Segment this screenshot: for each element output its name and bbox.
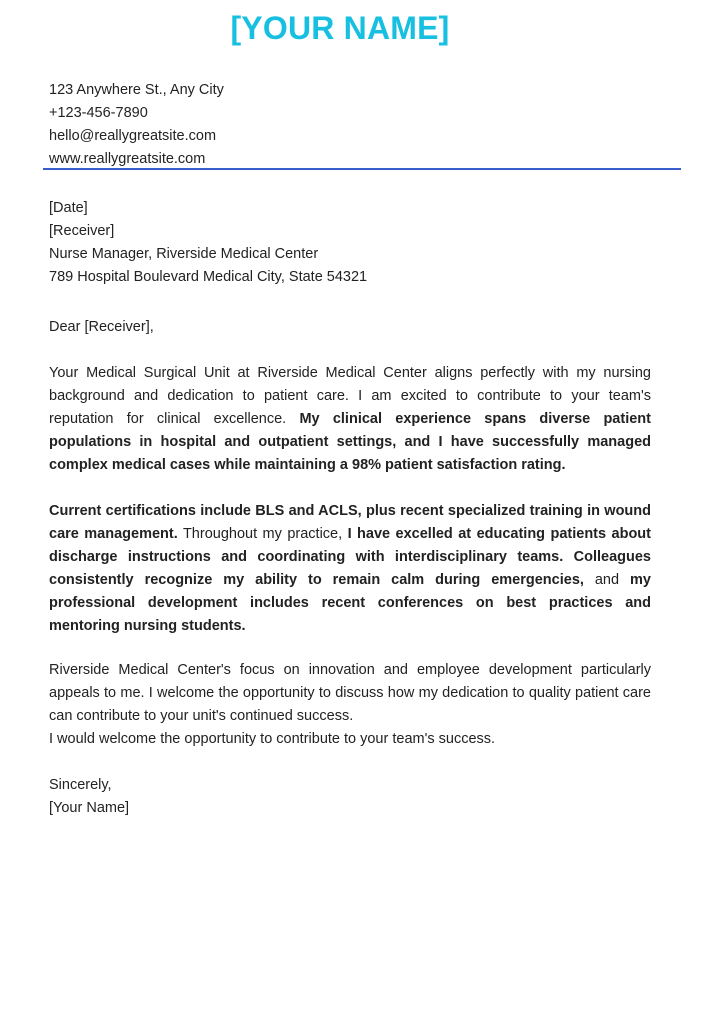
body-paragraph-3: [49, 659, 651, 751]
p3-text: Riverside Medical Center's focus on innovation and employee development particularly appeals to me. I welcome the opportunity to discuss how my dedication to quality patient care can contribute to your unit's continued success.: [49, 662, 651, 724]
recipient-address: 789 Hospital Boulevard Medical City, State 54321: [49, 269, 368, 285]
closing-block: [49, 774, 651, 820]
header-divider: [43, 168, 681, 170]
signature-name: [Your Name]: [49, 800, 130, 816]
p2-text-2: and: [583, 572, 631, 588]
p2-bold-text-2: I have excelled at educating patients about discharge instructions and coordinating with interdisciplinary teams. Colleagues consistently recognize my ability to remain calm during emergencies,: [49, 526, 651, 588]
letter-date: [Date]: [49, 200, 88, 216]
recipient-title-org: Nurse Manager, Riverside Medical Center: [49, 246, 319, 262]
contact-address: 123 Anywhere St., Any City: [49, 82, 224, 98]
contact-website: www.reallygreatsite.com: [49, 151, 206, 167]
body-paragraph-2: [49, 500, 651, 638]
recipient-name: [Receiver]: [49, 223, 115, 239]
p2-text-1: Throughout my practice,: [177, 526, 348, 542]
contact-info: [49, 79, 224, 171]
p2-bold-text-3: my professional development includes recent conferences on best practices and mentoring nursing students.: [49, 572, 651, 634]
greeting: [49, 316, 651, 339]
salutation: Dear [Receiver],: [49, 319, 154, 335]
contact-phone: +123-456-7890: [49, 105, 148, 121]
body-paragraph-1: [49, 362, 651, 477]
signoff: Sincerely,: [49, 777, 112, 793]
p3-closing-line: I would welcome the opportunity to contribute to your team's success.: [49, 731, 496, 747]
applicant-name-heading: [YOUR NAME]: [230, 10, 450, 46]
recipient-block: [49, 197, 651, 289]
p1-text: Your Medical Surgical Unit at Riverside Medical Center aligns perfectly with my nursing background and dedication to patient care. I am excited to contribute to your team's reputation for clinical excellence.: [49, 365, 651, 427]
p2-bold-text-1: Current certifications include BLS and ACLS, plus recent specialized training in wound care management.: [49, 503, 651, 542]
p1-bold-text: My clinical experience spans diverse patient populations in hospital and outpatient settings, and I have successfully managed complex medical cases while maintaining a 98% patient satisfaction rating.: [49, 411, 651, 473]
contact-email: hello@reallygreatsite.com: [49, 128, 217, 144]
